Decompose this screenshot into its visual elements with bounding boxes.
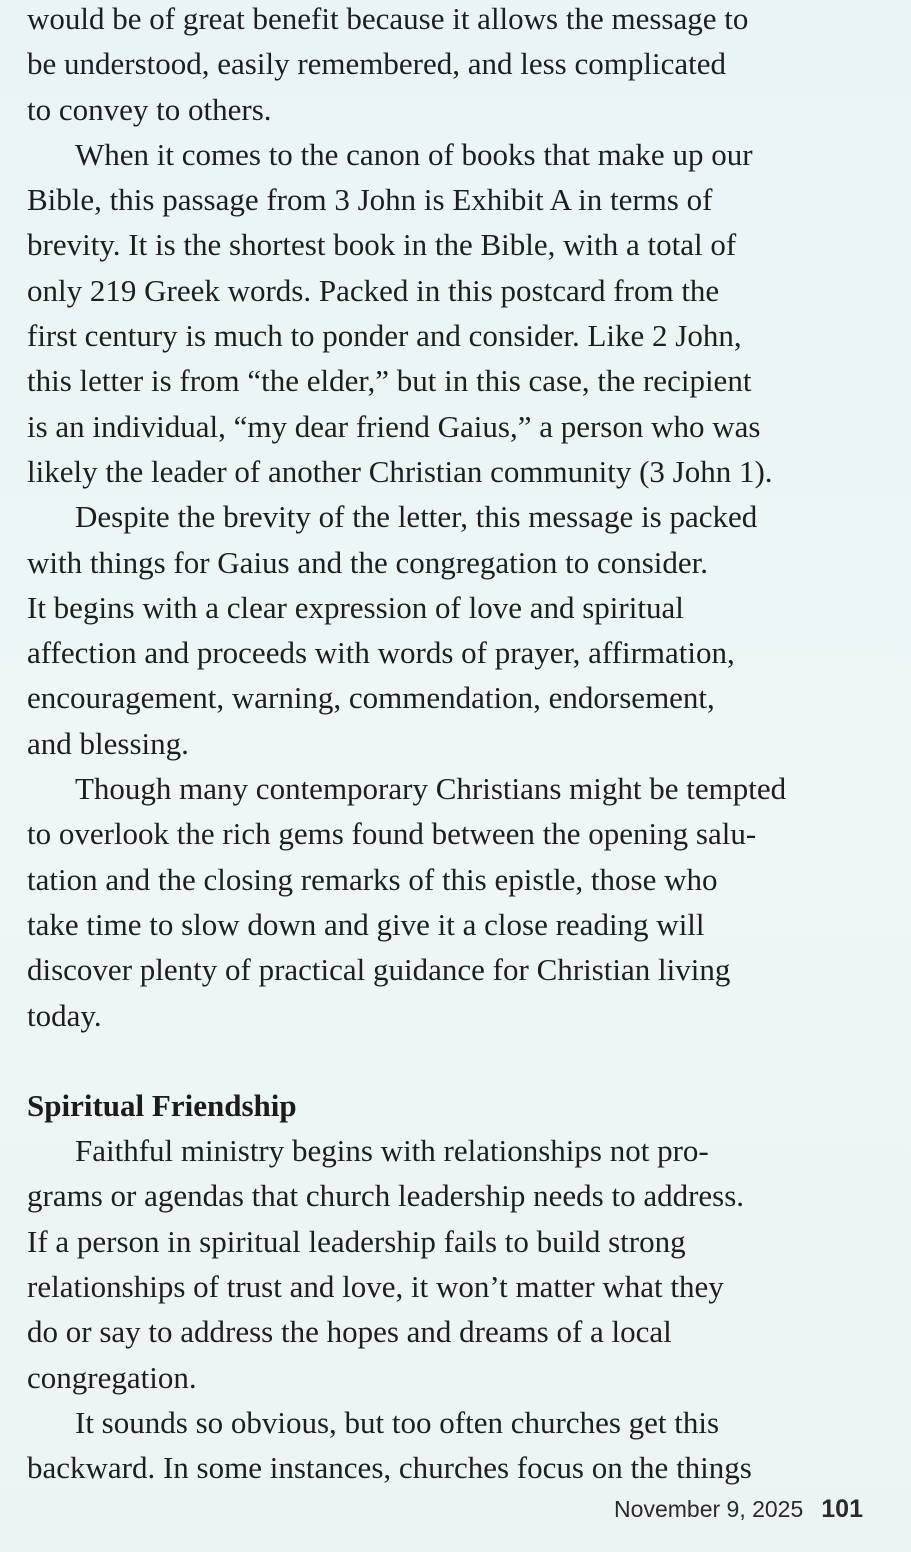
text-line: would be of great benefit because it allows the message to	[27, 1, 749, 36]
body-text	[27, 0, 875, 1491]
paragraph-ministry	[27, 1128, 875, 1400]
text-line: take time to slow down and give it a close reading will	[27, 906, 705, 942]
text-line: do or say to address the hopes and dreams of a local	[27, 1314, 672, 1350]
text-line: affection and proceeds with words of prayer, affirmation,	[27, 635, 735, 671]
text-line: Faithful ministry begins with relationships not pro-	[75, 1133, 709, 1169]
text-line: this letter is from “the elder,” but in this case, the recipient	[27, 363, 752, 399]
text-line: discover plenty of practical guidance for Christian living	[27, 952, 731, 988]
text-line: It sounds so obvious, but too often churches get this	[75, 1404, 720, 1440]
text-line: Despite the brevity of the letter, this message is packed	[75, 499, 758, 535]
text-line: backward. In some instances, churches focus on the things	[27, 1450, 752, 1486]
text-line: only 219 Greek words. Packed in this postcard from the	[27, 272, 720, 308]
section-spacer	[27, 1038, 875, 1083]
text-line: Though many contemporary Christians might be tempted	[75, 771, 787, 807]
paragraph-brevity	[27, 494, 875, 766]
text-line: tation and the closing remarks of this epistle, those who	[27, 861, 718, 897]
text-line: likely the leader of another Christian community (3 John 1).	[27, 453, 773, 489]
text-line: be understood, easily remembered, and less complicated	[27, 46, 726, 82]
text-line: congregation.	[27, 1359, 197, 1395]
text-line: with things for Gaius and the congregation to consider.	[27, 544, 709, 580]
text-line: first century is much to ponder and consider. Like 2 John,	[27, 318, 742, 354]
text-line: It begins with a clear expression of love and spiritual	[27, 589, 684, 625]
paragraph-continuation	[27, 0, 875, 132]
paragraph-obvious	[27, 1400, 875, 1491]
paragraph-contemporary	[27, 766, 875, 1038]
text-line: brevity. It is the shortest book in the Bible, with a total of	[27, 227, 737, 263]
text-line: When it comes to the canon of books that make up our	[75, 136, 753, 172]
text-line: relationships of trust and love, it won’t matter what they	[27, 1269, 724, 1305]
page-footer	[614, 1495, 863, 1535]
text-line: is an individual, “my dear friend Gaius,” a person who was	[27, 408, 761, 444]
text-line: Bible, this passage from 3 John is Exhibit A in terms of	[27, 182, 713, 218]
text-line: If a person in spiritual leadership fails to build strong	[27, 1223, 686, 1259]
paragraph-canon	[27, 132, 875, 494]
footer-date: November 9, 2025	[614, 1496, 804, 1522]
text-line: and blessing.	[27, 725, 189, 761]
text-line: to convey to others.	[27, 91, 272, 127]
text-line: encouragement, warning, commendation, endorsement,	[27, 680, 715, 716]
page-number: 101	[821, 1495, 863, 1523]
section-heading: Spiritual Friendship	[27, 1087, 297, 1123]
text-line: today.	[27, 997, 102, 1033]
text-line: to overlook the rich gems found between the opening salu-	[27, 816, 757, 852]
text-line: grams or agendas that church leadership needs to address.	[27, 1178, 745, 1214]
